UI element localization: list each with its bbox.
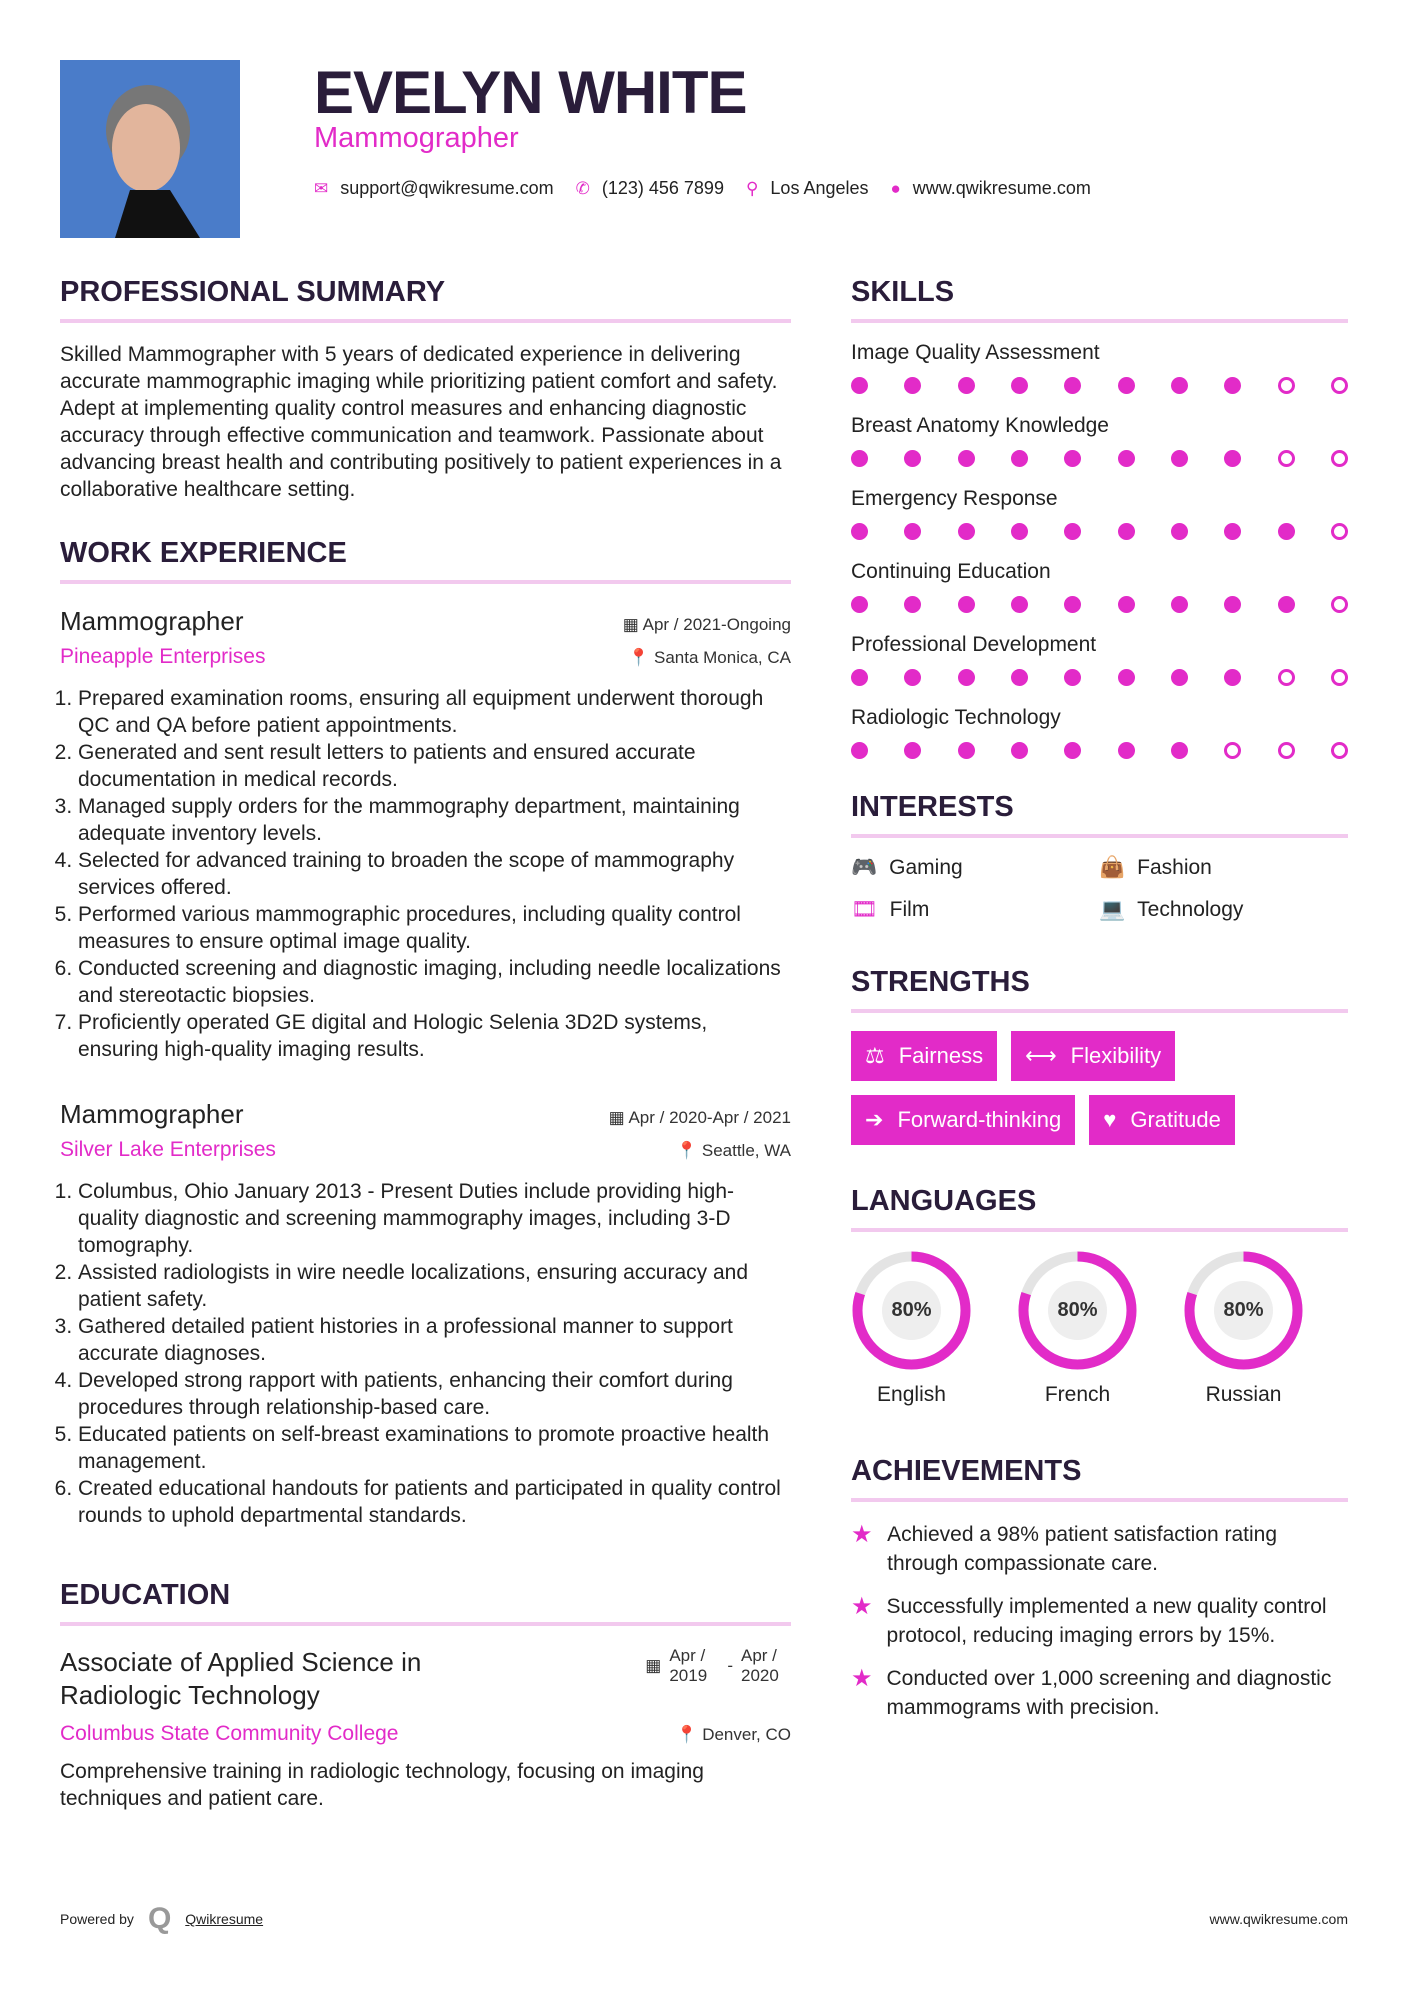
strength-chip xyxy=(1011,1031,1175,1081)
job-bullet: 6. Conducted screening and diagnostic imaging, including needle localizations and stereotactic biopsies. xyxy=(78,955,791,1009)
job-bullet: 5. Educated patients on self-breast examinations to promote proactive health management. xyxy=(78,1421,791,1475)
candidate-title: Mammographer xyxy=(314,122,519,154)
skill-dot xyxy=(851,596,868,613)
skill-rating xyxy=(851,377,1348,394)
skill-name: Professional Development xyxy=(851,633,1097,656)
candidate-name: EVELYN WHITE xyxy=(314,59,747,126)
skill-dot xyxy=(1278,596,1295,613)
map-pin-icon: ⚲ xyxy=(745,178,759,198)
skill-dot xyxy=(904,450,921,467)
skill-dot xyxy=(1331,377,1348,394)
pin-icon: 📍 xyxy=(675,1141,698,1160)
skill-dot xyxy=(1331,450,1348,467)
bag-icon: 👜 xyxy=(1099,856,1126,879)
skill-dot xyxy=(851,377,868,394)
achievement-text: Successfully implemented a new quality control protocol, reducing imaging errors by 15%. xyxy=(886,1595,1327,1647)
globe-icon: ● xyxy=(890,178,901,198)
skill-dot xyxy=(1224,742,1241,759)
section-title-education: EDUCATION xyxy=(60,1579,791,1626)
skill-dot xyxy=(1118,450,1135,467)
calendar-icon: ▦ xyxy=(622,615,639,634)
skill-dot xyxy=(904,596,921,613)
skill-dot xyxy=(1011,742,1028,759)
powered-by: Powered by xyxy=(60,1911,134,1927)
skill-dot xyxy=(904,377,921,394)
website-link[interactable]: www.qwikresume.com xyxy=(912,178,1091,198)
email-link[interactable]: support@qwikresume.com xyxy=(340,178,554,198)
job-entry xyxy=(60,1099,791,1529)
job-bullet: 4. Selected for advanced training to broaden the scope of mammography services offered. xyxy=(78,847,791,901)
skill-dot xyxy=(958,742,975,759)
language-name: French xyxy=(1044,1383,1111,1406)
language-percent: 80% xyxy=(1214,1281,1273,1340)
brand-link[interactable]: Qwikresume xyxy=(185,1911,264,1927)
language-name: Russian xyxy=(1205,1383,1282,1406)
skill-dot xyxy=(1171,523,1188,540)
section-title-languages: LANGUAGES xyxy=(851,1185,1348,1232)
language-progress-ring xyxy=(851,1250,972,1371)
job-location: Santa Monica, CA xyxy=(653,648,791,667)
job-entry xyxy=(60,606,791,1063)
skill-dot xyxy=(1278,742,1295,759)
scale-icon: ⚖ xyxy=(865,1043,885,1068)
language-progress-ring xyxy=(1017,1250,1138,1371)
skill-dot xyxy=(1064,377,1081,394)
achievement-text: Achieved a 98% patient satisfaction rating through compassionate care. xyxy=(887,1523,1278,1575)
skill-item xyxy=(851,706,1348,759)
section-title-achievements: ACHIEVEMENTS xyxy=(851,1455,1348,1502)
section-title-interests: INTERESTS xyxy=(851,791,1348,838)
interest-item xyxy=(851,856,1099,880)
skill-dot xyxy=(1278,669,1295,686)
strength-label: Flexibility xyxy=(1070,1043,1162,1068)
skill-dot xyxy=(1171,450,1188,467)
achievement-item xyxy=(851,1664,1348,1722)
arrow-right-icon: ➔ xyxy=(865,1107,884,1132)
edu-start: Apr / 2019 xyxy=(669,1646,708,1685)
strength-chip xyxy=(851,1095,1075,1145)
interest-item xyxy=(1099,898,1347,922)
strength-chip xyxy=(1089,1095,1235,1145)
summary-text: Skilled Mammographer with 5 years of dedicated experience in delivering accurate mammographic imaging while prioritizing patient comfort and safety. Adept at implementing quality control measures and enhancing diagnostic accuracy through effective communication and teamwork. Passionate about advancing breast health and contributing positively to patient experiences in a collaborative healthcare setting. xyxy=(60,343,782,501)
edu-end: Apr / 2020 xyxy=(741,1646,779,1685)
skill-name: Breast Anatomy Knowledge xyxy=(851,414,1109,437)
phone-icon: ✆ xyxy=(575,178,590,198)
skill-dot xyxy=(851,523,868,540)
star-icon: ★ xyxy=(851,1593,873,1620)
skill-dot xyxy=(851,742,868,759)
skill-dot xyxy=(958,669,975,686)
skill-item xyxy=(851,633,1348,686)
job-title: Mammographer xyxy=(60,606,244,636)
skill-dot xyxy=(904,523,921,540)
qwikresume-logo-icon: Q xyxy=(147,1902,172,1935)
skill-dot xyxy=(1118,596,1135,613)
skill-item xyxy=(851,341,1348,394)
achievement-item xyxy=(851,1520,1348,1578)
section-title-work: WORK EXPERIENCE xyxy=(60,537,791,584)
language-progress-ring xyxy=(1183,1250,1304,1371)
interest-label: Film xyxy=(889,898,930,921)
job-bullet: 5. Performed various mammographic procedures, including quality control measures to ensure optimal image quality. xyxy=(78,901,791,955)
skill-dot xyxy=(1171,377,1188,394)
skill-dot xyxy=(1224,450,1241,467)
skill-name: Image Quality Assessment xyxy=(851,341,1100,364)
skill-rating xyxy=(851,669,1348,686)
job-bullet: 1. Columbus, Ohio January 2013 - Present Duties include providing high-quality diagnostic and screening mammography images, including 3-D tomography. xyxy=(78,1178,791,1259)
interest-item xyxy=(1099,856,1347,880)
skill-rating xyxy=(851,450,1348,467)
skill-dot xyxy=(1171,669,1188,686)
right-column xyxy=(851,276,1348,1736)
left-column: PROFESSIONAL SUMMARY Skilled Mammographer with 5 years of dedicated experience in delivering accurate mammographic imaging while prioritizing patient comfort and safety. Adept at implementing quality control measures and enhancing diagnostic accuracy through effective communication and teamwork. Passionate about advancing breast health and contributing positively to patient experiences in a collaborative healthcare setting. WORK EXPERIENCE Mammographer ▦ Apr / 2021-Ongoing Pineapple Enterprises 📍 Santa Monica, CA 1. Prepared examination rooms, ensuring all equipment underwent thorough QC and QA before patient appointments. 2. Generated and sent result letters to patients and ensured accurate documentation in medical records. 3. Managed supply orders for the mammography department, maintaining adequate inventory levels. 4. Selected for advanced training to broaden the scope of mammography services offered. 5. Performed various mammographic procedures, including quality control measures to ensure optimal image quality. 6. Conducted screening and diagnostic imaging, including needle localizations and stereotactic biopsies. 7. Proficiently operated GE digital and Hologic Selenia 3D2D systems, ensuring high-quality imaging results. Mammographer ▦ Apr / 2020-Apr / 2021 Silver Lake Enterprises 📍 Seattle, WA 1. Columbus, Ohio January 2013 - Present Duties include providing high-quality diagnostic and screening mammography images, including 3-D tomography. 2. Assisted radiologists in wire needle localizations, ensuring accuracy and patient safety. 3. Gathered detailed patient histories in a professional manner to support accurate diagnoses. 4. Developed strong rapport with patients, enhancing their comfort during procedures through relationship-based care. 5. Educated patients on self-breast examinations to promote proactive health management. 6. Created educational handouts for patients and participated in quality control rounds to uphold departmental standards. EDUCATION Associate of Applied Science in Radiologic Technology ▦ Apr / 2019 - Apr / 2020 Columbus State Community College 📍 Denver, CO Comprehensive training in radiologic technology, focusing on imaging techniques and patient care. xyxy=(60,276,791,1812)
skill-dot xyxy=(851,450,868,467)
degree: Associate of Applied Science in Radiologic Technology xyxy=(60,1647,422,1710)
footer xyxy=(60,1902,1348,1936)
job-title: Mammographer xyxy=(60,1099,244,1129)
language-item xyxy=(1183,1250,1304,1407)
interest-item xyxy=(851,898,1099,922)
skill-dot xyxy=(851,669,868,686)
profile-photo xyxy=(60,60,240,238)
interest-label: Gaming xyxy=(889,856,963,879)
job-date: Apr / 2020-Apr / 2021 xyxy=(628,1108,791,1127)
skill-name: Continuing Education xyxy=(851,560,1051,583)
skill-dot xyxy=(1224,669,1241,686)
star-icon: ★ xyxy=(851,1521,873,1548)
language-percent: 80% xyxy=(1048,1281,1107,1340)
heart-icon: ♥ xyxy=(1103,1107,1117,1132)
pin-icon: 📍 xyxy=(676,1725,698,1744)
skill-dot xyxy=(1171,596,1188,613)
strength-chip xyxy=(851,1031,997,1081)
location: Los Angeles xyxy=(770,178,869,198)
skill-dot xyxy=(904,742,921,759)
skill-dot xyxy=(1171,742,1188,759)
language-item xyxy=(1017,1250,1138,1407)
skill-dot xyxy=(1064,596,1081,613)
strength-label: Fairness xyxy=(898,1043,984,1068)
envelope-icon: ✉ xyxy=(314,178,329,198)
calendar-icon: ▦ xyxy=(608,1108,625,1127)
skill-dot xyxy=(1278,523,1295,540)
skill-rating xyxy=(851,742,1348,759)
skill-dot xyxy=(1278,450,1295,467)
job-bullet: 6. Created educational handouts for patients and participated in quality control rounds to uphold departmental standards. xyxy=(78,1475,791,1529)
skill-dot xyxy=(1064,523,1081,540)
skill-dot xyxy=(1011,596,1028,613)
job-bullet: 3. Gathered detailed patient histories in a professional manner to support accurate diagnoses. xyxy=(78,1313,791,1367)
skill-dot xyxy=(958,596,975,613)
edu-location: Denver, CO xyxy=(702,1725,791,1744)
skill-dot xyxy=(1118,742,1135,759)
skill-dot xyxy=(1331,596,1348,613)
education-description: Comprehensive training in radiologic technology, focusing on imaging techniques and patient care. xyxy=(60,1760,704,1810)
film-icon: 🎞 xyxy=(851,898,878,921)
skill-rating xyxy=(851,596,1348,613)
skill-name: Radiologic Technology xyxy=(851,706,1061,729)
skill-dot xyxy=(1278,377,1295,394)
achievement-text: Conducted over 1,000 screening and diagnostic mammograms with precision. xyxy=(886,1667,1332,1719)
strength-label: Forward-thinking xyxy=(897,1107,1062,1132)
interest-label: Technology xyxy=(1137,898,1244,921)
skill-dot xyxy=(958,450,975,467)
job-bullet: 3. Managed supply orders for the mammography department, maintaining adequate inventory levels. xyxy=(78,793,791,847)
skill-dot xyxy=(958,377,975,394)
skill-dot xyxy=(1331,669,1348,686)
calendar-icon: ▦ xyxy=(645,1656,662,1675)
skill-dot xyxy=(1011,523,1028,540)
job-bullet: 2. Assisted radiologists in wire needle localizations, ensuring accuracy and patient safety. xyxy=(78,1259,791,1313)
skill-dot xyxy=(1118,669,1135,686)
skill-name: Emergency Response xyxy=(851,487,1058,510)
language-percent: 80% xyxy=(882,1281,941,1340)
skill-item xyxy=(851,560,1348,613)
arrows-h-icon: ⟷ xyxy=(1025,1043,1057,1068)
skill-dot xyxy=(1224,523,1241,540)
job-date: Apr / 2021-Ongoing xyxy=(642,615,791,634)
language-name: English xyxy=(877,1383,946,1406)
language-item xyxy=(851,1250,972,1407)
job-bullet: 1. Prepared examination rooms, ensuring all equipment underwent thorough QC and QA before patient appointments. xyxy=(78,685,791,739)
skill-dot xyxy=(1011,669,1028,686)
skill-dot xyxy=(1011,377,1028,394)
skill-rating xyxy=(851,523,1348,540)
skill-dot xyxy=(1118,523,1135,540)
footer-website[interactable]: www.qwikresume.com xyxy=(1209,1911,1348,1927)
skill-dot xyxy=(1118,377,1135,394)
company: Pineapple Enterprises xyxy=(60,645,266,668)
skill-item xyxy=(851,487,1348,540)
contact-bar xyxy=(314,178,1101,199)
company: Silver Lake Enterprises xyxy=(60,1138,276,1161)
pin-icon: 📍 xyxy=(628,648,650,667)
skill-dot xyxy=(904,669,921,686)
skill-dot xyxy=(1011,450,1028,467)
job-bullet: 4. Developed strong rapport with patients, enhancing their comfort during procedures through relationship-based care. xyxy=(78,1367,791,1421)
job-bullet: 2. Generated and sent result letters to patients and ensured accurate documentation in medical records. xyxy=(78,739,791,793)
skill-dot xyxy=(1064,742,1081,759)
star-icon: ★ xyxy=(851,1665,873,1692)
strength-label: Gratitude xyxy=(1130,1107,1221,1132)
job-bullet: 7. Proficiently operated GE digital and Hologic Selenia 3D2D systems, ensuring high-quality imaging results. xyxy=(78,1009,791,1063)
section-title-summary: PROFESSIONAL SUMMARY xyxy=(60,276,791,323)
skill-dot xyxy=(1331,523,1348,540)
skill-dot xyxy=(958,523,975,540)
interest-label: Fashion xyxy=(1137,856,1212,879)
school: Columbus State Community College xyxy=(60,1722,399,1745)
skill-dot xyxy=(1064,450,1081,467)
job-location: Seattle, WA xyxy=(701,1141,791,1160)
skill-dot xyxy=(1224,377,1241,394)
laptop-icon: 💻 xyxy=(1099,898,1126,921)
skill-item xyxy=(851,414,1348,467)
skill-dot xyxy=(1331,742,1348,759)
skill-dot xyxy=(1224,596,1241,613)
section-title-skills: SKILLS xyxy=(851,276,1348,323)
section-title-strengths: STRENGTHS xyxy=(851,966,1348,1013)
skill-dot xyxy=(1064,669,1081,686)
phone: (123) 456 7899 xyxy=(601,178,724,198)
achievement-item xyxy=(851,1592,1348,1650)
gamepad-icon: 🎮 xyxy=(851,856,878,879)
